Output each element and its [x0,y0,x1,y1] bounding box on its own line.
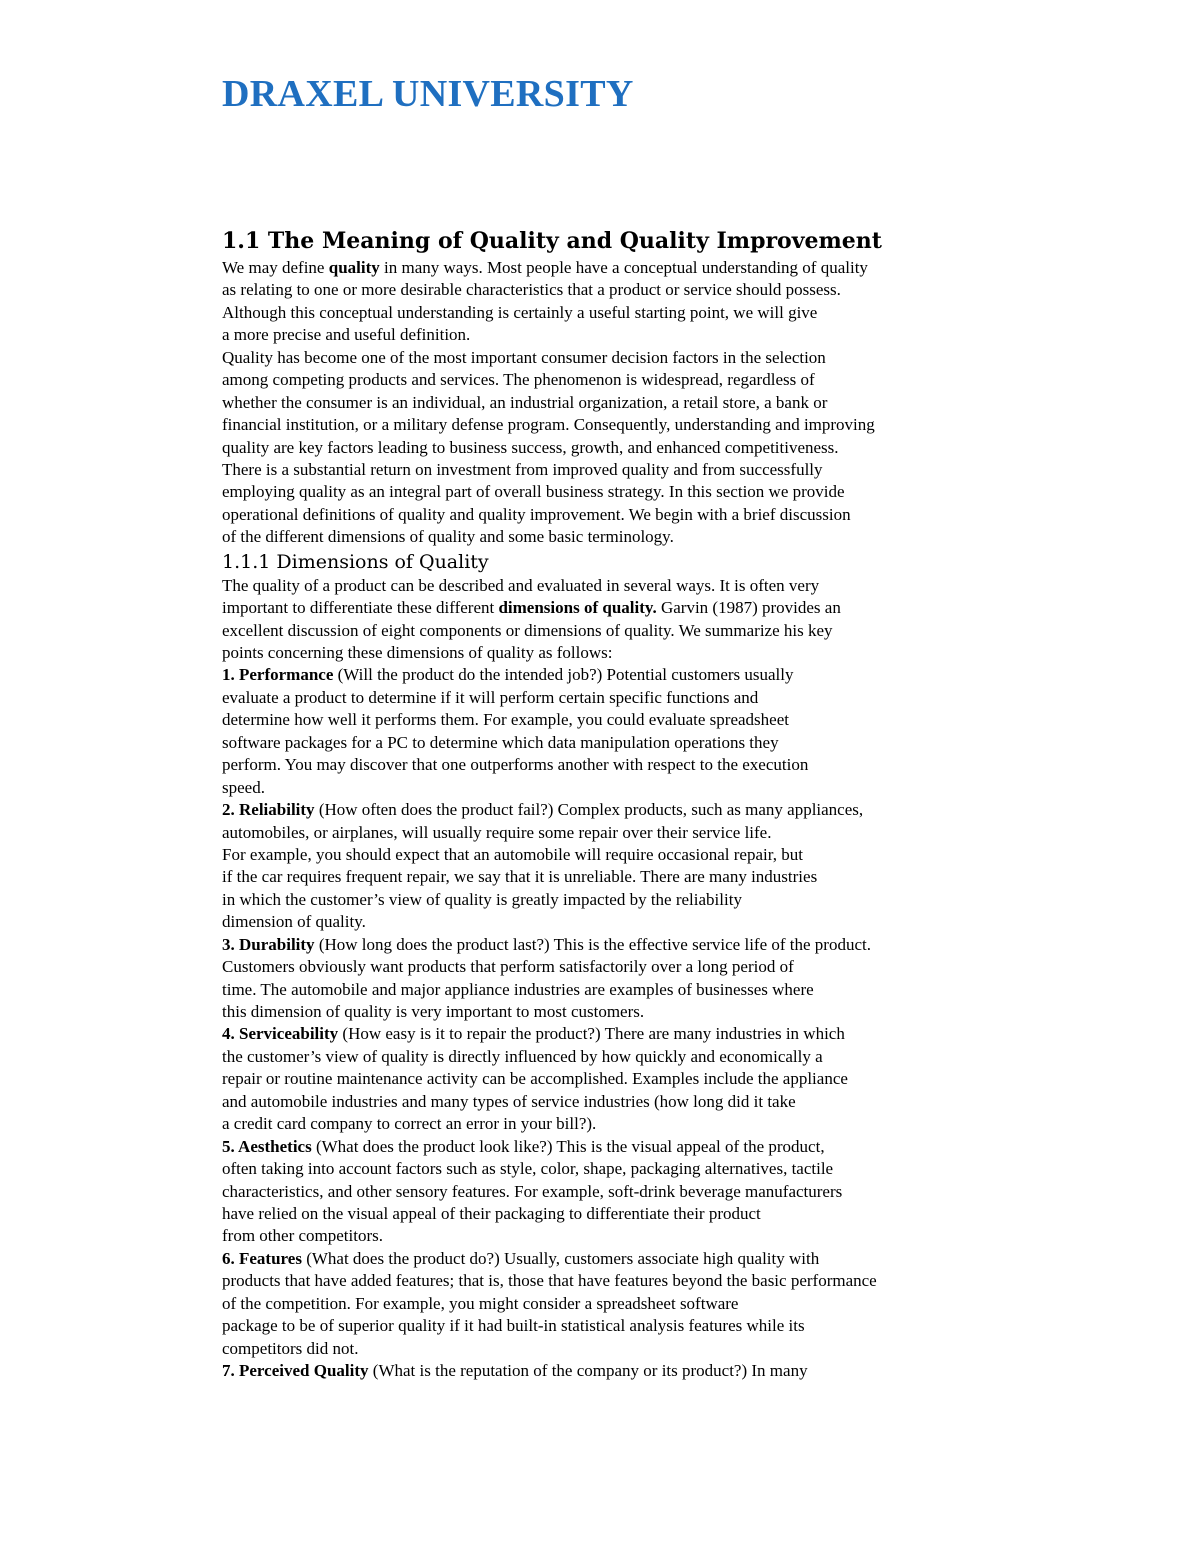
text-line [222,1091,1122,1113]
bold-term: 7. Perceived Quality [222,1361,369,1380]
text-span: Although this conceptual understanding is certainly a useful starting point, we will give [222,302,818,322]
text-span: products that have added features; that is, those that have features beyond the basic performance [222,1271,877,1291]
bold-term: 4. Serviceability [222,1024,339,1044]
text-line [222,369,1122,391]
text-span: perform. You may discover that one outperforms another with respect to the execution [222,755,809,775]
text-span: automobiles, or airplanes, will usually require some repair over their service life. [222,822,772,842]
text-line [222,620,1122,642]
text-span: competitors did not. [222,1338,359,1358]
text-span: from other competitors. [222,1226,383,1246]
text-line [222,481,1122,503]
text-span: repair or routine maintenance activity can be accomplished. Examples include the appliance [222,1069,848,1089]
text-span: quality are key factors leading to business success, growth, and enhanced competitiveness. [222,437,839,457]
text-line [222,1068,1122,1090]
text-span: if the car requires frequent repair, we say that it is unreliable. There are many industries [222,867,818,887]
bold-term: 1. Performance [222,665,334,685]
text-line [222,979,1122,1001]
text-line [222,866,1122,888]
subsection-body [222,575,1122,1383]
text-line [222,1158,1122,1180]
text-span: a credit card company to correct an error in your bill?). [222,1114,597,1134]
university-title: DRAXEL UNIVERSITY [222,73,634,115]
text-line [222,437,1122,459]
text-span: employing quality as an integral part of overall business strategy. In this section we provide [222,482,845,502]
text-span: We may define [222,258,329,277]
text-line [222,257,1122,279]
text-span: (What does the product do?) Usually, customers associate high quality with [301,1248,820,1268]
text-line [222,1338,1122,1360]
text-span: The quality of a product can be described and evaluated in several ways. It is often very [222,575,820,595]
text-span: excellent discussion of eight components or dimensions of quality. We summarize his key [222,620,833,640]
text-span: of the competition. For example, you might consider a spreadsheet software [222,1293,739,1313]
text-span: whether the consumer is an individual, an industrial organization, a retail store, a bank or [222,392,828,412]
text-span: (How easy is it to repair the product?) There are many industries in which [338,1024,845,1044]
text-line [222,347,1122,369]
text-line [222,1113,1122,1135]
text-span: and automobile industries and many types of service industries (how long did it take [222,1091,796,1111]
text-line [222,1225,1122,1247]
bold-term: 3. Durability [222,934,315,954]
bold-term: 6. Features [222,1248,302,1268]
text-span: have relied on the visual appeal of their packaging to differentiate their product [222,1203,761,1223]
text-line [222,889,1122,911]
text-span: in which the customer’s view of quality is greatly impacted by the reliability [222,889,742,909]
bold-term: 2. Reliability [222,800,315,820]
text-span: financial institution, or a military defense program. Consequently, understanding and improving [222,415,875,435]
text-line [222,459,1122,481]
text-line [222,1248,1122,1270]
document-content [222,225,1122,1382]
text-line [222,911,1122,933]
text-line [222,642,1122,664]
text-span: dimension of quality. [222,912,366,932]
subsection-heading: 1.1.1 Dimensions of Quality [222,550,489,573]
text-span: time. The automobile and major appliance industries are examples of businesses where [222,979,814,999]
bold-term: dimensions of quality. [498,598,657,618]
text-span: For example, you should expect that an automobile will require occasional repair, but [222,844,803,864]
bold-term: 5. Aesthetics [222,1136,312,1156]
text-line [222,1181,1122,1203]
text-span: (What does the product look like?) This is the visual appeal of the product, [311,1136,825,1156]
text-span: operational definitions of quality and quality improvement. We begin with a brief discussion [222,504,851,524]
text-span: important to differentiate these different [222,598,499,618]
section-heading: 1.1 The Meaning of Quality and Quality Improvement [222,228,882,254]
text-line [222,414,1122,436]
text-span: (How long does the product last?) This is the effective service life of the product. [314,934,871,954]
text-span: Customers obviously want products that perform satisfactorily over a long period of [222,957,794,977]
text-span: (What is the reputation of the company or its product?) In many [368,1361,808,1380]
text-span: determine how well it performs them. For example, you could evaluate spreadsheet [222,710,789,730]
text-line [222,1136,1122,1158]
text-line [222,392,1122,414]
text-line [222,687,1122,709]
text-span: this dimension of quality is very important to most customers. [222,1002,645,1021]
text-line [222,664,1122,686]
text-line [222,575,1122,597]
text-line [222,1046,1122,1068]
text-span: There is a substantial return on investment from improved quality and from successfully [222,459,823,479]
text-span: characteristics, and other sensory features. For example, soft-drink beverage manufacturers [222,1181,843,1201]
text-span: often taking into account factors such as style, color, shape, packaging alternatives, tactile [222,1159,834,1179]
bold-term: quality [328,258,380,277]
text-line [222,504,1122,526]
text-line [222,1203,1122,1225]
text-line [222,777,1122,799]
text-line [222,279,1122,301]
text-span: in many ways. Most people have a conceptual understanding of quality [379,258,868,277]
text-line [222,709,1122,731]
text-span: among competing products and services. The phenomenon is widespread, regardless of [222,370,815,390]
text-span: (Will the product do the intended job?) Potential customers usually [333,665,794,685]
text-line [222,822,1122,844]
text-span: evaluate a product to determine if it will perform certain specific functions and [222,687,759,707]
text-line [222,302,1122,324]
text-span: points concerning these dimensions of quality as follows: [222,643,613,662]
text-line [222,732,1122,754]
text-span: software packages for a PC to determine which data manipulation operations they [222,732,779,752]
text-line [222,1315,1122,1337]
text-line [222,844,1122,866]
text-span: package to be of superior quality if it had built-in statistical analysis features while its [222,1316,805,1336]
text-line [222,799,1122,821]
text-line [222,1270,1122,1292]
text-span: Garvin (1987) provides an [656,598,841,618]
text-line [222,956,1122,978]
text-line [222,934,1122,956]
text-span: (How often does the product fail?) Complex products, such as many appliances, [314,800,864,820]
text-span: of the different dimensions of quality and some basic terminology. [222,527,674,547]
text-line [222,1360,1122,1382]
text-span: the customer’s view of quality is directly influenced by how quickly and economically a [222,1046,823,1066]
text-span: speed. [222,777,265,797]
section-body [222,257,1122,549]
text-span: a more precise and useful definition. [222,325,471,345]
text-span: as relating to one or more desirable characteristics that a product or service should possess. [222,280,841,300]
text-line [222,1293,1122,1315]
text-line [222,1023,1122,1045]
text-line [222,754,1122,776]
text-span: Quality has become one of the most important consumer decision factors in the selection [222,347,826,367]
text-line [222,1001,1122,1023]
text-line [222,526,1122,548]
text-line [222,324,1122,346]
text-line [222,597,1122,619]
